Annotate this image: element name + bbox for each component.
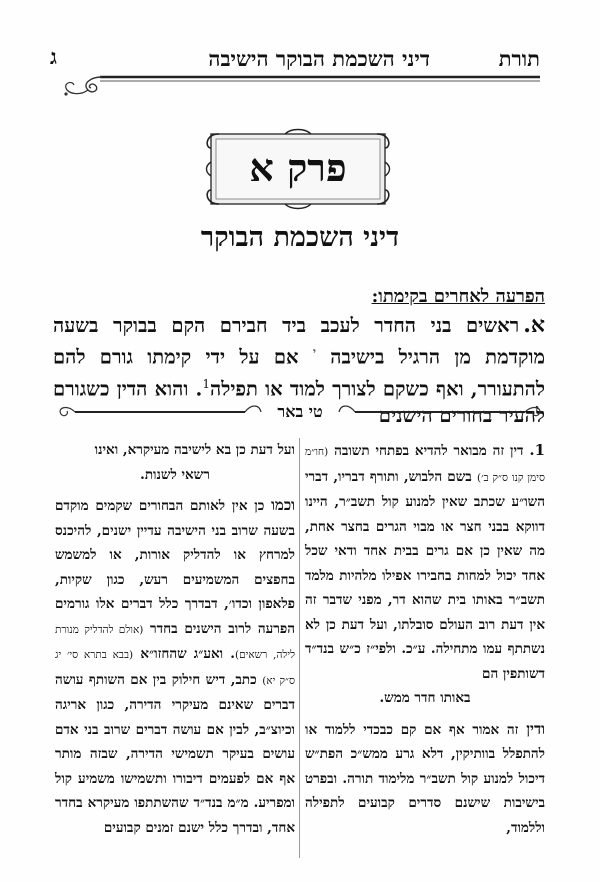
commentary-right-column [305, 438, 545, 840]
column-divider [299, 438, 300, 858]
note-number: 1. [529, 441, 546, 459]
commentary-paragraph [305, 438, 545, 686]
commentary-paragraph: ועל דעת כן בא לישיבה מעיקרא, ואינו [94, 442, 295, 458]
subheading-text: הפרעה לאחרים בקימתו: [371, 286, 545, 307]
commentary-left-column [55, 438, 295, 840]
main-text-part-2: אם על ידי קימתו גורם להם להתעורר, ואף כשקם לצורך למוד או תפילה [53, 345, 546, 400]
main-text-part-1: ראשים בני החדר לעכב ביד חבירם הקם בבוקר בשעה מוקדמת מן הרגיל בישיבה [53, 314, 545, 369]
note-text: זה אמור אף אם קם כבכדי ללמוד או להתפלל בוותיקין, דלא גרע ממש״כ הפת״ש דיכול למנוע קול תשב״ר מלימוד תורה. ובפרט בישיבות שישנם סדרים קבועים לתפילה וללמוד, [305, 721, 545, 836]
paragraph-label: א. [523, 312, 545, 338]
note-text: בשם הלבוש, ותורף דבריו, דברי השו״ע שכתב שאין למנוע קול תשב״ר, היינו דווקא בבני חצר או מבוי הגרים בחצר אחת, מה שאין כן אם גרים בבית אחד ודאי שכל אחד יכול למחות בחבירו אפילו מלהיות מלמד תשב״ר באותו בית שהוא דר, מפני שדבר זה אין דעת רוב העולם סובלתו, ועל דעת כן לא נשתתף עמו מתחילה. ע״כ. ולפי״ז כ״ש בנד״ד דשותפין הם [305, 468, 545, 682]
marker-glyph: י [312, 345, 316, 359]
note-text: כתב, דיש חילוק בין אם השותף עושה דברים שאינם מעיקרי הדירה, כגון אריגה וכיוצ״ב, לבין אם עושה דברים שרוב בני אדם עושים בעיקר תשמישי הדירה, שבזה מותר אף אם לפעמים דיבורו ותשמישו משמיע קול ומפריע. מ״מ בנד״ד שהשתתפו מעיקרא בחדר אחד, ובדרך כלל ישנם זמנים קבועים [55, 671, 295, 836]
note-lead-word: ודין [526, 719, 546, 738]
commentary-line-end: רשאי לשנות. [140, 466, 210, 483]
section-title: דיני השכמת הבוקר [200, 222, 400, 253]
note-lead-word: וכמו [271, 496, 295, 514]
commentary-label: טי באר [277, 402, 323, 421]
footnote-ref: 1 [202, 376, 210, 391]
header-ornament-rule [60, 74, 540, 100]
note-citation: (אולם להדליק מנורת לילה, רשאים) [55, 623, 296, 661]
commentary-paragraph [305, 717, 545, 841]
commentary-line-end: באותו חדר ממש. [379, 690, 471, 706]
running-header [92, 44, 540, 74]
note-citation: (חו״מ סימן קנו ס״ק ב׳) [305, 446, 546, 484]
chapter-label: פרק א [249, 145, 347, 190]
main-text-part-3: . והוא הדין כשגורם להעיר בחורים הישנים [53, 377, 545, 427]
note-text: דין זה מבואר להדיא בפתחי תשובה [334, 443, 524, 459]
page-number: ג [50, 44, 57, 69]
subheading [372, 286, 545, 307]
header-title: דיני השכמת הבוקר הישיבה [208, 46, 430, 71]
note-text: כן אין לאותם הבחורים שקמים מוקדם בשעה שרוב בני הישיבה עדיין ישנים, להיכנס למרחץ או להדליק אורות, או למשמש בחפצים המשמיעים רעש, כגון שקיות, פלאפון וכדו׳, דבדרך כלל דברים אלו גורמים הפרעה לרוב הישנים בחדר [55, 498, 295, 637]
header-torah: תורת [498, 46, 540, 71]
note-text: . ואע״ג שהחזו״א [140, 646, 235, 662]
note-citation: (בבא בתרא סי׳ יג ס״ק יא) [55, 649, 295, 687]
commentary-paragraph [55, 493, 295, 840]
